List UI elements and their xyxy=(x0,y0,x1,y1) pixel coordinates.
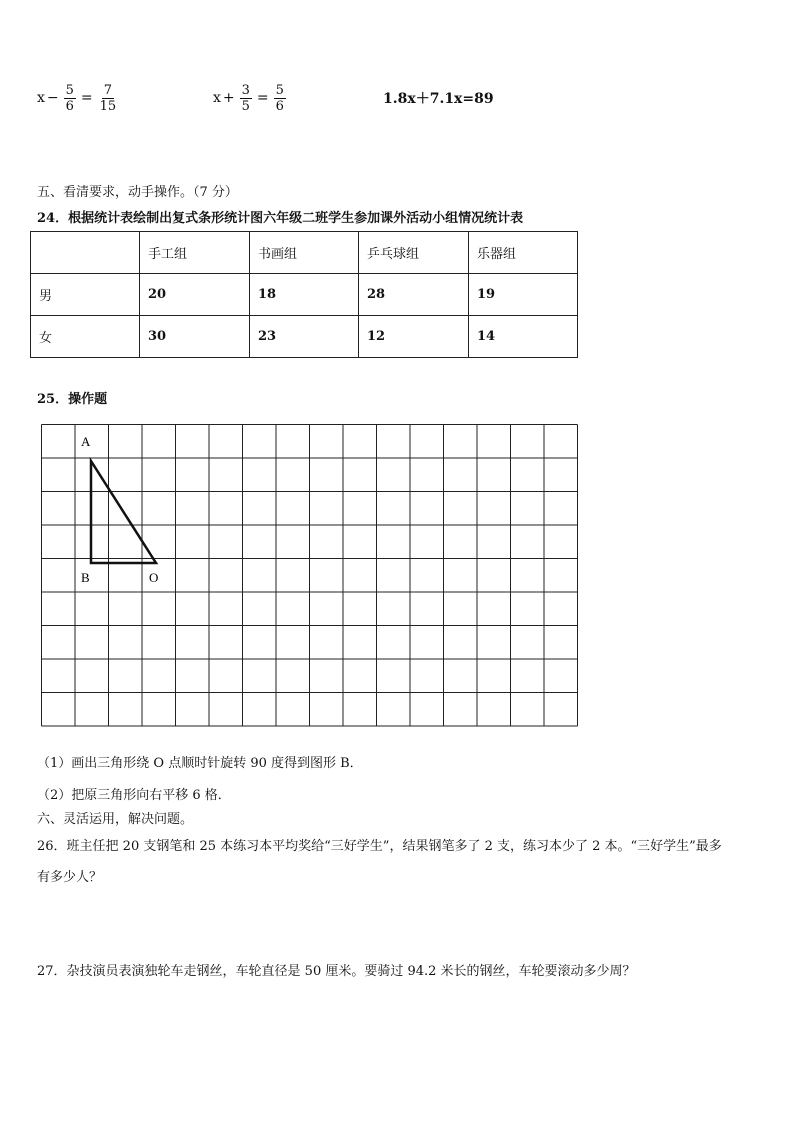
question-24-title: 24．根据统计表绘制出复式条形统计图六年级二班学生参加课外活动小组情况统计表 xyxy=(37,211,524,226)
eq2-frac2-denominator: 6 xyxy=(275,98,284,114)
table-cell: 30 xyxy=(140,316,250,358)
question-26-line-2: 有多少人？ xyxy=(37,870,103,885)
table-cell: 女 xyxy=(31,316,140,358)
table-row xyxy=(31,274,578,316)
eq1-fraction-1 xyxy=(64,83,76,114)
activity-stats-table xyxy=(30,231,578,358)
table-cell: 23 xyxy=(250,316,359,358)
eq1-equals: = xyxy=(80,90,93,106)
label-b: B xyxy=(81,570,90,585)
table-header-cell: 乐器组 xyxy=(469,232,578,274)
table-header-cell: 乒乓球组 xyxy=(359,232,469,274)
eq2-operator: + xyxy=(222,90,235,106)
table-cell: 19 xyxy=(469,274,578,316)
square-grid xyxy=(41,424,578,732)
equation-1 xyxy=(37,78,121,118)
equation-3: 1.8x＋7.1x=89 xyxy=(383,91,494,107)
eq1-frac2-numerator: 7 xyxy=(103,82,113,98)
eq2-frac1-numerator: 3 xyxy=(241,82,250,98)
eq1-var: x xyxy=(37,90,45,106)
table-cell: 18 xyxy=(250,274,359,316)
eq2-equals: = xyxy=(256,90,269,106)
eq2-frac1-denominator: 5 xyxy=(241,98,250,114)
table-cell: 14 xyxy=(469,316,578,358)
section-6-title: 六、灵活运用，解决问题。 xyxy=(37,812,194,827)
triangle-abo xyxy=(91,461,156,563)
question-27: 27．杂技演员表演独轮车走钢丝，车轮直径是 50 厘米。要骑过 94.2 米长的钢丝，车轮要滚动多少周？ xyxy=(37,964,636,979)
table-row xyxy=(31,316,578,358)
table-header-cell: 手工组 xyxy=(140,232,250,274)
task-1: （1）画出三角形绕 O 点顺时针旋转 90 度得到图形 B． xyxy=(37,756,363,771)
eq1-frac1-denominator: 6 xyxy=(65,98,74,114)
table-cell: 20 xyxy=(140,274,250,316)
table-cell: 28 xyxy=(359,274,469,316)
label-a: A xyxy=(81,434,91,449)
eq1-operator: − xyxy=(46,90,59,106)
table-header-cell xyxy=(31,232,140,274)
question-26-line-1: 26．班主任把 20 支钢笔和 25 本练习本平均奖给“三好学生”，结果钢笔多了 2 支，练习本少了 2 本。“三好学生”最多 xyxy=(37,839,722,854)
table-cell: 12 xyxy=(359,316,469,358)
table-header-cell: 书画组 xyxy=(250,232,359,274)
eq1-frac2-denominator: 15 xyxy=(99,98,117,114)
equation-2 xyxy=(213,78,289,118)
eq1-frac1-numerator: 5 xyxy=(65,82,74,98)
label-o: O xyxy=(149,570,159,585)
table-header-row xyxy=(31,232,578,274)
eq2-fraction-2 xyxy=(274,83,286,114)
eq1-fraction-2 xyxy=(98,83,119,114)
eq2-fraction-1 xyxy=(240,83,252,114)
table-cell: 男 xyxy=(31,274,140,316)
section-5-title: 五、看清要求，动手操作。（7 分） xyxy=(37,185,238,200)
question-25-title: 25．操作题 xyxy=(37,392,108,407)
grid-lines xyxy=(42,425,578,727)
eq2-frac2-numerator: 5 xyxy=(275,82,284,98)
eq2-var: x xyxy=(213,90,221,106)
task-2: （2）把原三角形向右平移 6 格． xyxy=(37,788,231,803)
